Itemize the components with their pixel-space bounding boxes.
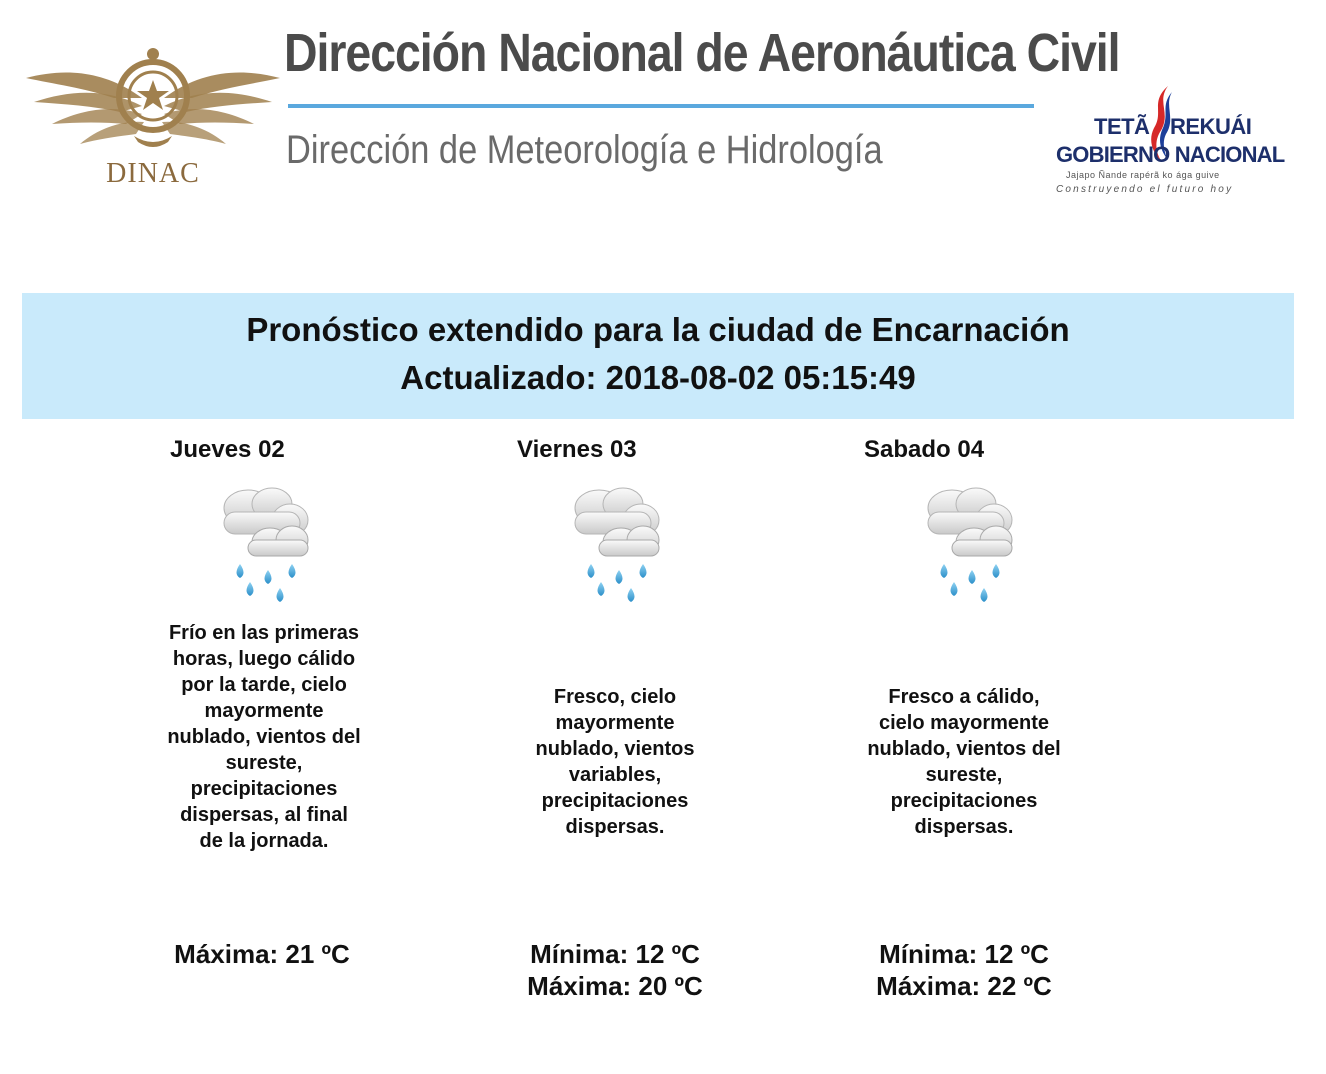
day-column	[517, 430, 777, 1030]
day-name: Viernes 03	[517, 436, 637, 463]
forecast-banner	[22, 293, 1294, 419]
org-title: Dirección Nacional de Aeronáutica Civil	[284, 23, 1120, 83]
dinac-logo	[24, 40, 282, 200]
day-max-temp: Máxima: 21 ºC	[174, 939, 350, 969]
day-column	[866, 430, 1126, 1030]
day-max-temp: Máxima: 22 ºC	[876, 971, 1052, 1001]
day-name: Jueves 02	[170, 436, 285, 463]
winged-seal-icon	[24, 40, 282, 160]
day-column	[166, 430, 426, 1030]
logo-right-line1a: TETÃ	[1094, 114, 1150, 139]
day-name: Sabado 04	[864, 436, 985, 463]
cloud-rain-icon	[563, 480, 667, 610]
logo-right-line2: GOBIERNO NACIONAL	[1056, 142, 1285, 167]
logo-right-line1b: REKUÁI	[1170, 114, 1252, 139]
day-description: Fresco, cielo mayormente nublado, vientos variables, precipitaciones dispersas.	[535, 686, 695, 838]
day-description: Fresco a cálido, cielo mayormente nublado, vientos del sureste, precipitaciones dispersas.	[867, 686, 1061, 838]
logo-right-line4: Construyendo el futuro hoy	[1056, 184, 1234, 195]
cloud-rain-icon	[916, 480, 1020, 610]
day-description: Frío en las primeras horas, luego cálido por la tarde, cielo mayormente nublado, vientos del sureste, precipitaciones dispersas, al final de la jornada.	[167, 622, 361, 852]
logo-right-line3: Jajapo Ñande rapérã ko ága guive	[1066, 170, 1220, 180]
logo-left-text: DINAC	[106, 158, 200, 189]
banner-title: Pronóstico extendido para la ciudad de Encarnación	[246, 311, 1070, 348]
day-max-temp: Máxima: 20 ºC	[527, 971, 703, 1001]
banner-updated: Actualizado: 2018-08-02 05:15:49	[400, 359, 916, 396]
day-min-temp: Mínima: 12 ºC	[879, 939, 1049, 969]
org-subtitle: Dirección de Meteorología e Hidrología	[286, 128, 883, 172]
cloud-rain-icon	[212, 480, 316, 610]
title-divider	[288, 104, 1034, 108]
day-min-temp: Mínima: 12 ºC	[530, 939, 700, 969]
gobierno-nacional-logo	[1050, 84, 1285, 200]
